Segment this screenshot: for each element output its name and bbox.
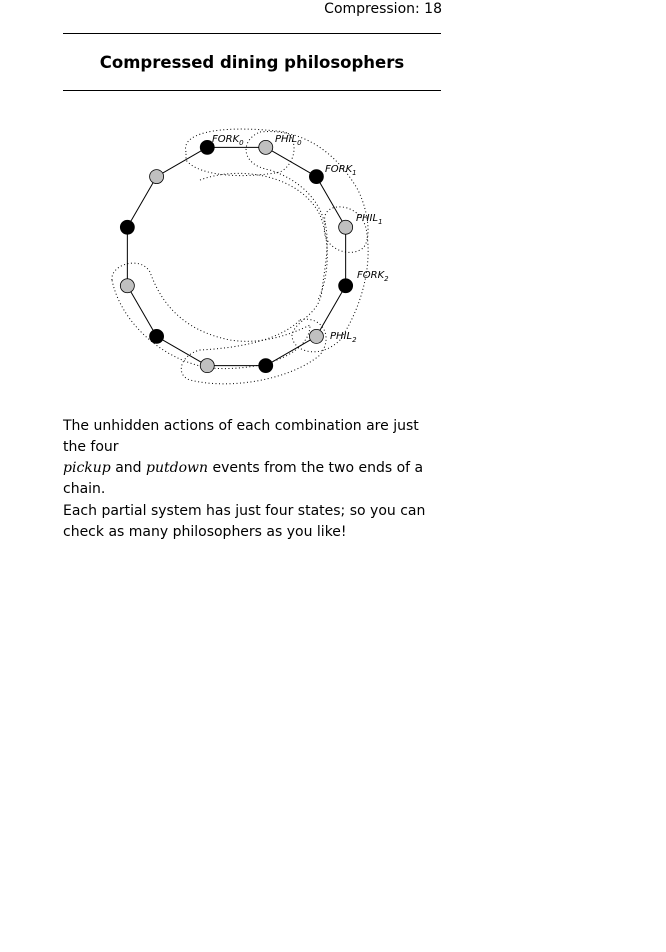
- philosopher-node: [150, 170, 164, 184]
- ring-edge: [127, 286, 156, 337]
- fork-node: [259, 359, 273, 373]
- fork-node: [339, 279, 353, 293]
- group-outline-inner: [200, 173, 327, 300]
- term-putdown: putdown: [146, 460, 208, 476]
- paragraph-1: The unhidden actions of each combination are just the four pickup and putdown events from the two ends of a chain.: [63, 418, 424, 497]
- philosopher-node: [309, 329, 323, 343]
- group-outline-phil2-bottom: [181, 319, 326, 384]
- label-fork0: $FORK_0$: [212, 134, 244, 147]
- slide-title: Compressed dining philosophers: [99, 53, 405, 72]
- philosopher-node: [259, 140, 273, 154]
- ring-edge: [316, 286, 345, 337]
- ring-edge: [127, 177, 156, 228]
- group-outline-left-bottom: [112, 263, 310, 368]
- philosopher-node: [200, 359, 214, 373]
- philosopher-node: [339, 220, 353, 234]
- fork-node: [150, 329, 164, 343]
- philosopher-node: [120, 279, 134, 293]
- fork-node: [309, 170, 323, 184]
- label-fork2: $FORK_2$: [357, 270, 389, 283]
- dining-philosophers-diagram: [0, 0, 666, 410]
- ring-edge: [157, 147, 208, 176]
- label-fork1: $FORK_1$: [325, 164, 357, 177]
- body-text: [63, 416, 445, 543]
- label-phil1: $PHIL_1$: [356, 213, 383, 226]
- label-phil2: $PHIL_2$: [330, 331, 357, 344]
- ring-edge: [157, 336, 208, 365]
- ring-nodes: [120, 140, 352, 372]
- label-phil0: $PHIL_0$: [275, 134, 302, 147]
- paragraph-2: Each partial system has just four states; so you can check as many philosophers as you like!: [63, 503, 426, 540]
- ring-edge: [316, 177, 345, 228]
- running-head: Compression: 18: [324, 1, 442, 17]
- ring-edge: [266, 147, 317, 176]
- fork-node: [120, 220, 134, 234]
- term-pickup: pickup: [63, 460, 111, 476]
